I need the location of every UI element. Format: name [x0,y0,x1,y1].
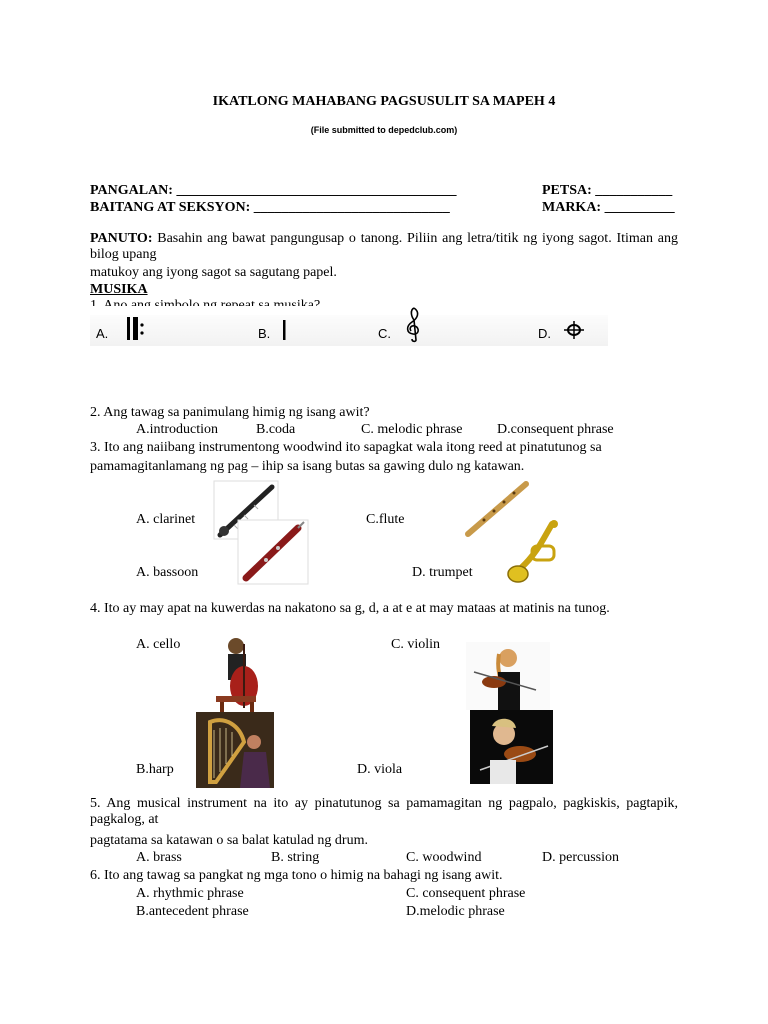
cello-player-image [200,634,284,712]
trumpet-image [504,516,570,586]
section-heading: MUSIKA [90,282,148,297]
q3-option-c: C.flute [366,512,405,527]
name-field [90,182,456,199]
q3-option-a2: A. bassoon [136,565,199,580]
grade-label: BAITANG AT SEKSYON: [90,200,251,215]
score-field [542,199,675,216]
instructions-line2: matukoy ang iyong sagot sa sagutang papel. [90,265,337,280]
name-blank: ________________________________________ [176,183,457,198]
q2-option-c: C. melodic phrase [361,422,463,437]
q3-question: 3. Ito ang naiibang instrumentong woodwind ito sapagkat wala itong reed at pinatutunog sa [90,440,602,455]
q5-question: 5. Ang musical instrument na ito ay pinatutunog sa pamamagitan ng pagpalo, pagkiskis, pagtapik, pagkalog, at [90,796,678,827]
q4-option-a: A. cello [136,637,181,652]
q6-option-b: B.antecedent phrase [136,904,249,919]
date-label: PETSA: [542,183,592,198]
viola-player-image [470,710,553,784]
q6-option-c: C. consequent phrase [406,886,526,901]
q4-question: 4. Ito ay may apat na kuwerdas na nakatono sa g, d, a at e at may mataas at matinis na tunog. [90,601,610,616]
q4-option-c: C. violin [391,637,441,652]
grade-blank: ____________________________ [253,200,450,215]
q1-option-d: D. [538,326,551,341]
repeat-sign-icon [126,316,146,342]
date-field [542,182,672,199]
q5-option-b: B. string [271,850,320,865]
q2-option-d: D.consequent phrase [497,422,614,437]
q2-question: 2. Ang tawag sa panimulang himig ng isang awit? [90,405,370,420]
score-blank: __________ [604,200,675,215]
instructions-text: Basahin ang bawat pangungusap o tanong. Piliin ang letra/titik ng iyong sagot. Itiman ang bilog upang [90,231,678,262]
harp-player-image [196,712,274,788]
instructions-label: PANUTO: [90,231,153,246]
name-label: PANGALAN: [90,183,173,198]
barline-icon [282,320,288,342]
grade-section-field [90,199,450,216]
q4-option-d: D. viola [357,762,403,777]
violin-player-image [466,642,550,710]
q5-option-d: D. percussion [542,850,619,865]
q2-option-b: B.coda [256,422,296,437]
q5-option-c: C. woodwind [406,850,482,865]
q1-option-b: B. [258,326,271,341]
q6-option-d: D.melodic phrase [406,904,505,919]
q1-option-a: A. [96,326,109,341]
treble-clef-icon [402,306,424,342]
q3-option-d: D. trumpet [412,565,473,580]
source-note: (File submitted to depedclub.com) [310,125,458,135]
q1-option-c: C. [378,326,391,341]
q5-option-a: A. brass [136,850,182,865]
q3-option-a: A. clarinet [136,512,196,527]
q5-question-line2: pagtatama sa katawan o sa balat katulad ng drum. [90,833,368,848]
q3-question-line2: pamamagitanlamang ng pag – ihip sa isang butas sa gawing dulo ng katawan. [90,459,525,474]
instructions [90,231,678,263]
bassoon-image [238,520,308,584]
q4-option-b: B.harp [136,762,174,777]
date-blank: ___________ [595,183,673,198]
q1-symbols-image [90,306,608,346]
coda-sign-icon [562,320,586,340]
q6-question: 6. Ito ang tawag sa pangkat ng mga tono o himig na bahagi ng isang awit. [90,868,503,883]
page-title: IKATLONG MAHABANG PAGSUSULIT SA MAPEH 4 [212,94,556,109]
q2-option-a: A.introduction [136,422,219,437]
score-label: MARKA: [542,200,602,215]
q6-option-a: A. rhythmic phrase [136,886,244,901]
